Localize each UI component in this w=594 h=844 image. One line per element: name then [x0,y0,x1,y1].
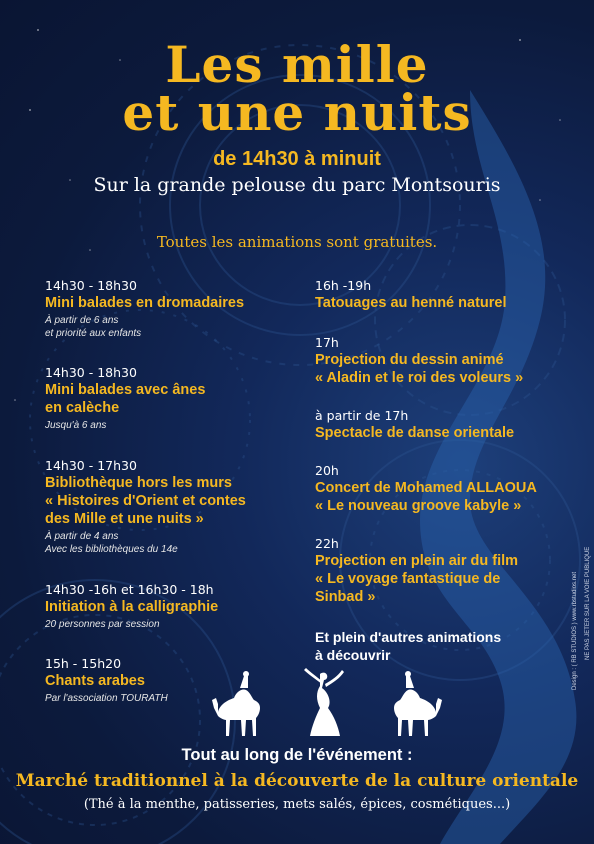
event-title: des Mille et une nuits » [45,511,204,527]
event-time: 14h30 - 18h30 [45,365,137,380]
camel-dancer-silhouettes [210,668,445,740]
event-item [315,408,565,442]
event-venue: Sur la grande pelouse du parc Montsouris [93,174,501,196]
event-title: « Aladin et le roi des voleurs » [315,370,524,386]
event-title: Sinbad » [315,589,376,605]
main-title-line1: Les mille [165,35,429,94]
event-title: Chants arabes [45,673,145,689]
event-title: Initiation à la calligraphie [45,599,219,615]
event-time: 20h [315,463,339,478]
dancer-icon [304,668,344,736]
event-time: 17h [315,335,339,350]
event-title: Projection du dessin animé [315,352,504,368]
camel-rider-right-icon [394,671,442,736]
event-note: À partir de 4 ans [45,531,119,542]
throughout-event-heading: Tout au long de l'événement : [181,746,413,764]
market-detail: (Thé à la menthe, patisseries, mets salés, épices, cosmétiques...) [83,797,511,812]
event-note: À partir de 6 ans [45,315,119,326]
market-title: Marché traditionnel à la découverte de la culture orientale [15,771,579,791]
event-title: Tatouages au henné naturel [315,295,507,311]
event-title: « Le voyage fantastique de [315,571,501,587]
event-time-range: de 14h30 à minuit [213,148,381,170]
event-item [315,335,565,387]
event-item [45,582,295,631]
event-item [315,278,565,312]
event-note: Avec les bibliothèques du 14e [45,544,178,555]
event-title: « Histoires d'Orient et contes [45,493,246,509]
event-note: et priorité aux enfants [45,328,142,339]
event-time: 22h [315,536,339,551]
more-activities-line: à découvrir [315,647,391,663]
event-time: à partir de 17h [315,408,409,423]
event-note: Jusqu'à 6 ans [45,420,107,431]
event-item [315,463,565,515]
event-item [45,278,295,340]
event-item [315,536,565,606]
free-notice: Toutes les animations sont gratuites. [156,233,438,251]
event-time: 16h -19h [315,278,372,293]
event-title: Projection en plein air du film [315,553,519,569]
event-time: 14h30 - 18h30 [45,278,137,293]
event-title: Spectacle de danse orientale [315,425,515,441]
litter-notice: NE PAS JETER SUR LA VOIE PUBLIQUE [585,546,591,660]
main-title-line2: et une nuits [122,83,472,142]
event-title: « Le nouveau groove kabyle » [315,498,522,514]
design-credit: Design : ( RB STUDIOS ) www.rbstudios.net [572,571,578,690]
event-time: 14h30 - 17h30 [45,458,137,473]
event-item [45,458,295,556]
more-activities-line: Et plein d'autres animations [315,629,502,645]
camel-rider-left-icon [212,671,260,736]
event-time: 15h - 15h20 [45,656,122,671]
event-time: 14h30 -16h et 16h30 - 18h [45,582,214,597]
event-note: 20 personnes par session [45,619,160,630]
event-title: Bibliothèque hors les murs [45,475,232,491]
event-title: Mini balades en dromadaires [45,295,245,311]
event-title: en calèche [45,400,120,416]
event-item [45,365,295,432]
event-title: Concert de Mohamed ALLAOUA [315,480,537,496]
event-note: Par l'association TOURATH [45,693,168,704]
event-title: Mini balades avec ânes [45,382,206,398]
more-activities [315,628,565,664]
